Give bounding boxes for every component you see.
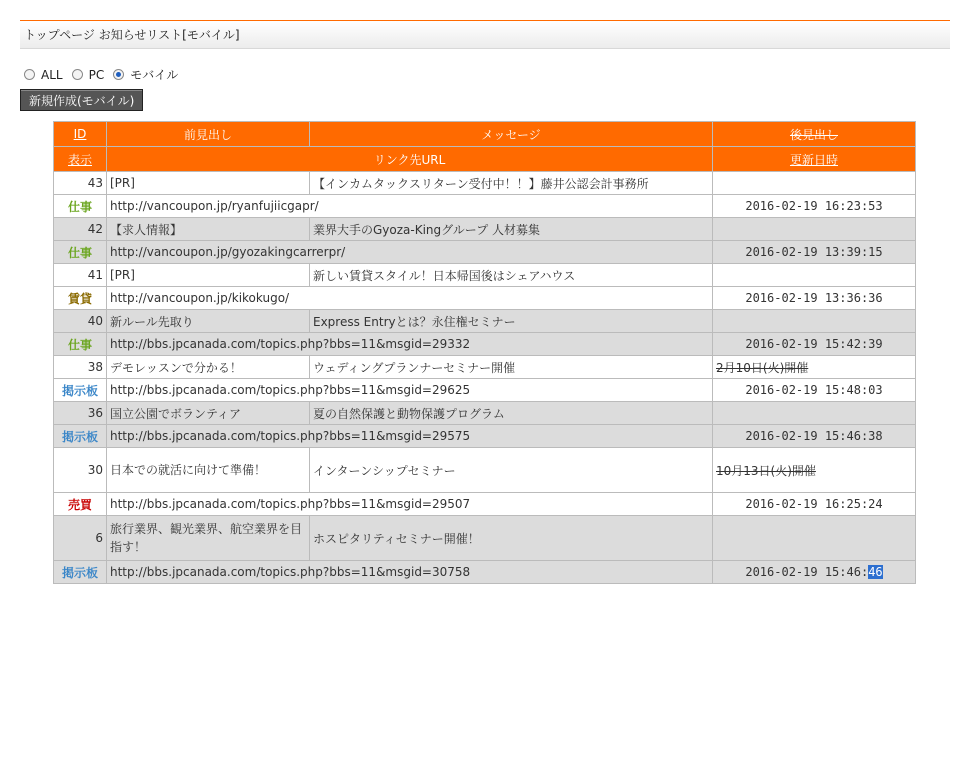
row-pre-title: [PR] bbox=[107, 172, 310, 195]
row-pre-title: 旅行業界、観光業界、航空業界を目指す！ bbox=[107, 516, 310, 561]
row-updated: 2016-02-19 13:39:15 bbox=[713, 241, 916, 264]
row-post-title: 10月13日(火)開催 bbox=[713, 448, 916, 493]
table-row[interactable] bbox=[54, 402, 916, 425]
row-post-title bbox=[713, 310, 916, 333]
row-category: 仕事 bbox=[54, 241, 107, 264]
table-row[interactable] bbox=[54, 448, 916, 493]
table-row-detail[interactable] bbox=[54, 425, 916, 448]
col-pre-title: 前見出し bbox=[107, 122, 310, 147]
row-pre-title: [PR] bbox=[107, 264, 310, 287]
row-message: 夏の自然保護と動物保護プログラム bbox=[310, 402, 713, 425]
row-id: 30 bbox=[54, 448, 107, 493]
platform-filter bbox=[24, 66, 187, 83]
row-category: 掲示板 bbox=[54, 379, 107, 402]
row-id: 42 bbox=[54, 218, 107, 241]
row-post-title: 2月10日(火)開催 bbox=[713, 356, 916, 379]
row-post-title bbox=[713, 218, 916, 241]
table-row-detail[interactable] bbox=[54, 493, 916, 516]
row-link-url[interactable]: http://vancoupon.jp/ryanfujiicgapr/ bbox=[107, 195, 713, 218]
row-id: 41 bbox=[54, 264, 107, 287]
row-post-title bbox=[713, 264, 916, 287]
radio-mobile-icon[interactable] bbox=[113, 69, 124, 80]
filter-all[interactable]: ALL bbox=[24, 68, 63, 82]
table-row-detail[interactable] bbox=[54, 333, 916, 356]
row-post-title bbox=[713, 516, 916, 561]
table-row-detail[interactable] bbox=[54, 379, 916, 402]
row-message: 新しい賃貸スタイル！日本帰国後はシェアハウス bbox=[310, 264, 713, 287]
row-link-url[interactable]: http://bbs.jpcanada.com/topics.php?bbs=11&msgid=30758 bbox=[107, 561, 713, 584]
radio-all-icon[interactable] bbox=[24, 69, 35, 80]
row-pre-title: 日本での就活に向けて準備！ bbox=[107, 448, 310, 493]
table-row[interactable] bbox=[54, 172, 916, 195]
row-category: 売買 bbox=[54, 493, 107, 516]
table-row[interactable] bbox=[54, 356, 916, 379]
row-id: 38 bbox=[54, 356, 107, 379]
header-row-1 bbox=[54, 122, 916, 147]
breadcrumb: トップページ お知らせリスト[モバイル] bbox=[20, 21, 950, 49]
row-category: 掲示板 bbox=[54, 561, 107, 584]
row-updated: 2016-02-19 15:46:38 bbox=[713, 425, 916, 448]
row-updated: 2016-02-19 15:46:46 bbox=[713, 561, 916, 584]
sort-id-link[interactable]: ID bbox=[73, 127, 87, 141]
table-row[interactable] bbox=[54, 310, 916, 333]
sort-updated-link[interactable]: 更新日時 bbox=[789, 152, 838, 167]
row-link-url[interactable]: http://bbs.jpcanada.com/topics.php?bbs=11&msgid=29625 bbox=[107, 379, 713, 402]
header-row-2 bbox=[54, 147, 916, 172]
row-updated: 2016-02-19 15:48:03 bbox=[713, 379, 916, 402]
table-row-detail[interactable] bbox=[54, 287, 916, 310]
col-link-url: リンク先URL bbox=[107, 147, 713, 172]
row-pre-title: 【求人情報】 bbox=[107, 218, 310, 241]
filter-pc[interactable]: PC bbox=[72, 68, 105, 82]
row-category: 賃貸 bbox=[54, 287, 107, 310]
col-updated[interactable] bbox=[713, 147, 916, 172]
notice-table bbox=[53, 121, 916, 584]
row-pre-title: デモレッスンで分かる！ bbox=[107, 356, 310, 379]
row-updated: 2016-02-19 13:36:36 bbox=[713, 287, 916, 310]
filter-mobile[interactable]: モバイル bbox=[113, 66, 178, 83]
row-category: 掲示板 bbox=[54, 425, 107, 448]
row-pre-title: 新ルール先取り bbox=[107, 310, 310, 333]
row-id: 43 bbox=[54, 172, 107, 195]
new-mobile-button[interactable]: 新規作成(モバイル) bbox=[20, 89, 143, 111]
col-message: メッセージ bbox=[310, 122, 713, 147]
row-updated: 2016-02-19 16:23:53 bbox=[713, 195, 916, 218]
row-post-title bbox=[713, 402, 916, 425]
row-message: 業界大手のGyoza-Kingグループ 人材募集 bbox=[310, 218, 713, 241]
col-id[interactable] bbox=[54, 122, 107, 147]
row-message: ホスピタリティセミナー開催！ bbox=[310, 516, 713, 561]
row-message: インターンシップセミナー bbox=[310, 448, 713, 493]
row-pre-title: 国立公園でボランティア bbox=[107, 402, 310, 425]
table-row[interactable] bbox=[54, 218, 916, 241]
row-message: 【インカムタックスリターン受付中！！】藤井公認会計事務所 bbox=[310, 172, 713, 195]
table-row-detail[interactable] bbox=[54, 561, 916, 584]
row-id: 40 bbox=[54, 310, 107, 333]
row-link-url[interactable]: http://bbs.jpcanada.com/topics.php?bbs=11&msgid=29575 bbox=[107, 425, 713, 448]
sort-display-link[interactable]: 表示 bbox=[67, 152, 92, 167]
row-post-title bbox=[713, 172, 916, 195]
table-row-detail[interactable] bbox=[54, 195, 916, 218]
col-post-title: 後見出し bbox=[713, 122, 916, 147]
table-row-detail[interactable] bbox=[54, 241, 916, 264]
row-id: 6 bbox=[54, 516, 107, 561]
row-message: ウェディングプランナーセミナー開催 bbox=[310, 356, 713, 379]
row-link-url[interactable]: http://vancoupon.jp/kikokugo/ bbox=[107, 287, 713, 310]
row-link-url[interactable]: http://vancoupon.jp/gyozakingcarrerpr/ bbox=[107, 241, 713, 264]
row-message: Express Entryとは？永住権セミナー bbox=[310, 310, 713, 333]
row-category: 仕事 bbox=[54, 333, 107, 356]
row-link-url[interactable]: http://bbs.jpcanada.com/topics.php?bbs=11&msgid=29507 bbox=[107, 493, 713, 516]
row-link-url[interactable]: http://bbs.jpcanada.com/topics.php?bbs=11&msgid=29332 bbox=[107, 333, 713, 356]
selected-text: 46 bbox=[868, 565, 883, 579]
table-row[interactable] bbox=[54, 264, 916, 287]
col-display[interactable] bbox=[54, 147, 107, 172]
table-row[interactable] bbox=[54, 516, 916, 561]
row-updated: 2016-02-19 15:42:39 bbox=[713, 333, 916, 356]
row-updated: 2016-02-19 16:25:24 bbox=[713, 493, 916, 516]
row-category: 仕事 bbox=[54, 195, 107, 218]
radio-pc-icon[interactable] bbox=[72, 69, 83, 80]
row-id: 36 bbox=[54, 402, 107, 425]
